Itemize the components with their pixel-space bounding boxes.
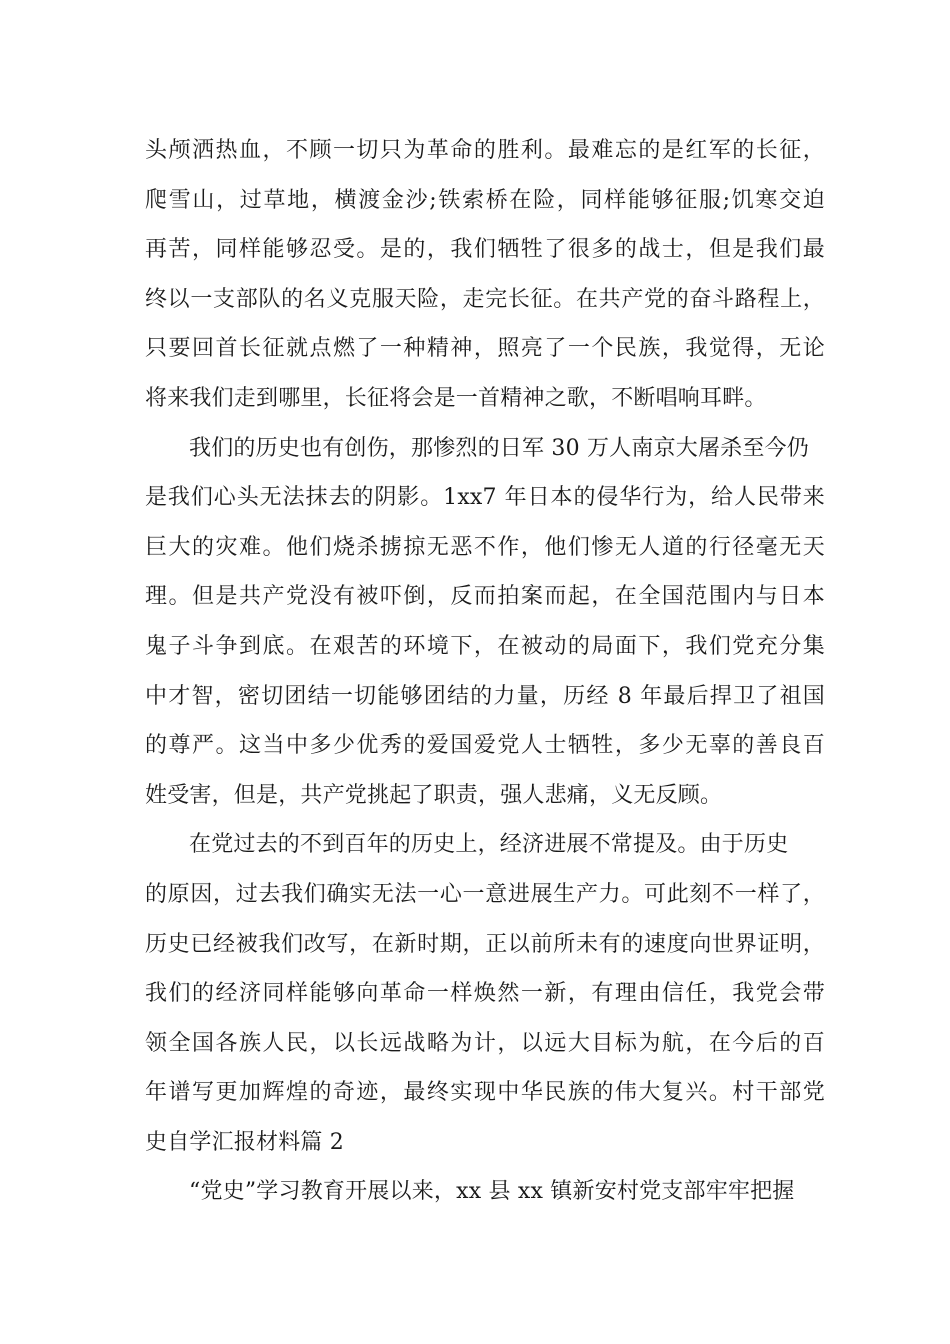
text-line: 再苦，同样能够忍受。是的，我们牺牲了很多的战士，但是我们最 xyxy=(145,237,825,263)
document-body xyxy=(145,126,825,1217)
paragraph-first-line: “党史”学习教育开展以来，xx 县 xx 镇新安村党支部牢牢把握 xyxy=(189,1179,795,1205)
text-line: 将来我们走到哪里，长征将会是一首精神之歌，不断唱响耳畔。 xyxy=(145,385,767,411)
text-line: 爬雪山，过草地，横渡金沙;铁索桥在险，同样能够征服;饥寒交迫 xyxy=(145,187,825,213)
text-line: 中才智，密切团结一切能够团结的力量，历经 8 年最后捍卫了祖国 xyxy=(145,683,825,709)
text-line: 头颅洒热血，不顾一切只为革命的胜利。最难忘的是红军的长征， xyxy=(145,138,825,163)
text-line: 终以一支部队的名义克服天险，走完长征。在共产党的奋斗路程上， xyxy=(145,286,825,312)
text-line: 的原因，过去我们确实无法一心一意进展生产力。可此刻不一样了， xyxy=(145,881,825,907)
paragraph-first-line: 在党过去的不到百年的历史上，经济进展不常提及。由于历史 xyxy=(189,832,789,858)
text-line: 我们的经济同样能够向革命一样焕然一新，有理由信任，我党会带 xyxy=(145,981,825,1007)
section-heading-line: 史自学汇报材料篇 2 xyxy=(145,1129,344,1155)
text-line: 理。但是共产党没有被吓倒，反而拍案而起，在全国范围内与日本 xyxy=(145,584,825,610)
text-line: 的尊严。这当中多少优秀的爱国爱党人士牺牲，多少无辜的善良百 xyxy=(145,733,825,759)
text-line: 鬼子斗争到底。在艰苦的环境下，在被动的局面下，我们党充分集 xyxy=(145,633,825,659)
text-line: 是我们心头无法抹去的阴影。1xx7 年日本的侵华行为，给人民带来 xyxy=(145,485,825,511)
paragraph-first-line: 我们的历史也有创伤，那惨烈的日军 30 万人南京大屠杀至今仍 xyxy=(189,435,809,461)
text-line: 巨大的灾难。他们烧杀掳掠无恶不作，他们惨无人道的行径毫无天 xyxy=(145,534,825,560)
text-line: 年谱写更加辉煌的奇迹，最终实现中华民族的伟大复兴。村干部党 xyxy=(145,1080,825,1106)
text-line: 姓受害，但是，共产党挑起了职责，强人悲痛，义无反顾。 xyxy=(145,782,723,808)
text-line: 历史已经被我们改写，在新时期，正以前所未有的速度向世界证明， xyxy=(145,931,825,957)
text-line: 领全国各族人民，以长远战略为计，以远大目标为航，在今后的百 xyxy=(145,1030,825,1056)
text-line: 只要回首长征就点燃了一种精神，照亮了一个民族，我觉得，无论 xyxy=(145,336,825,362)
